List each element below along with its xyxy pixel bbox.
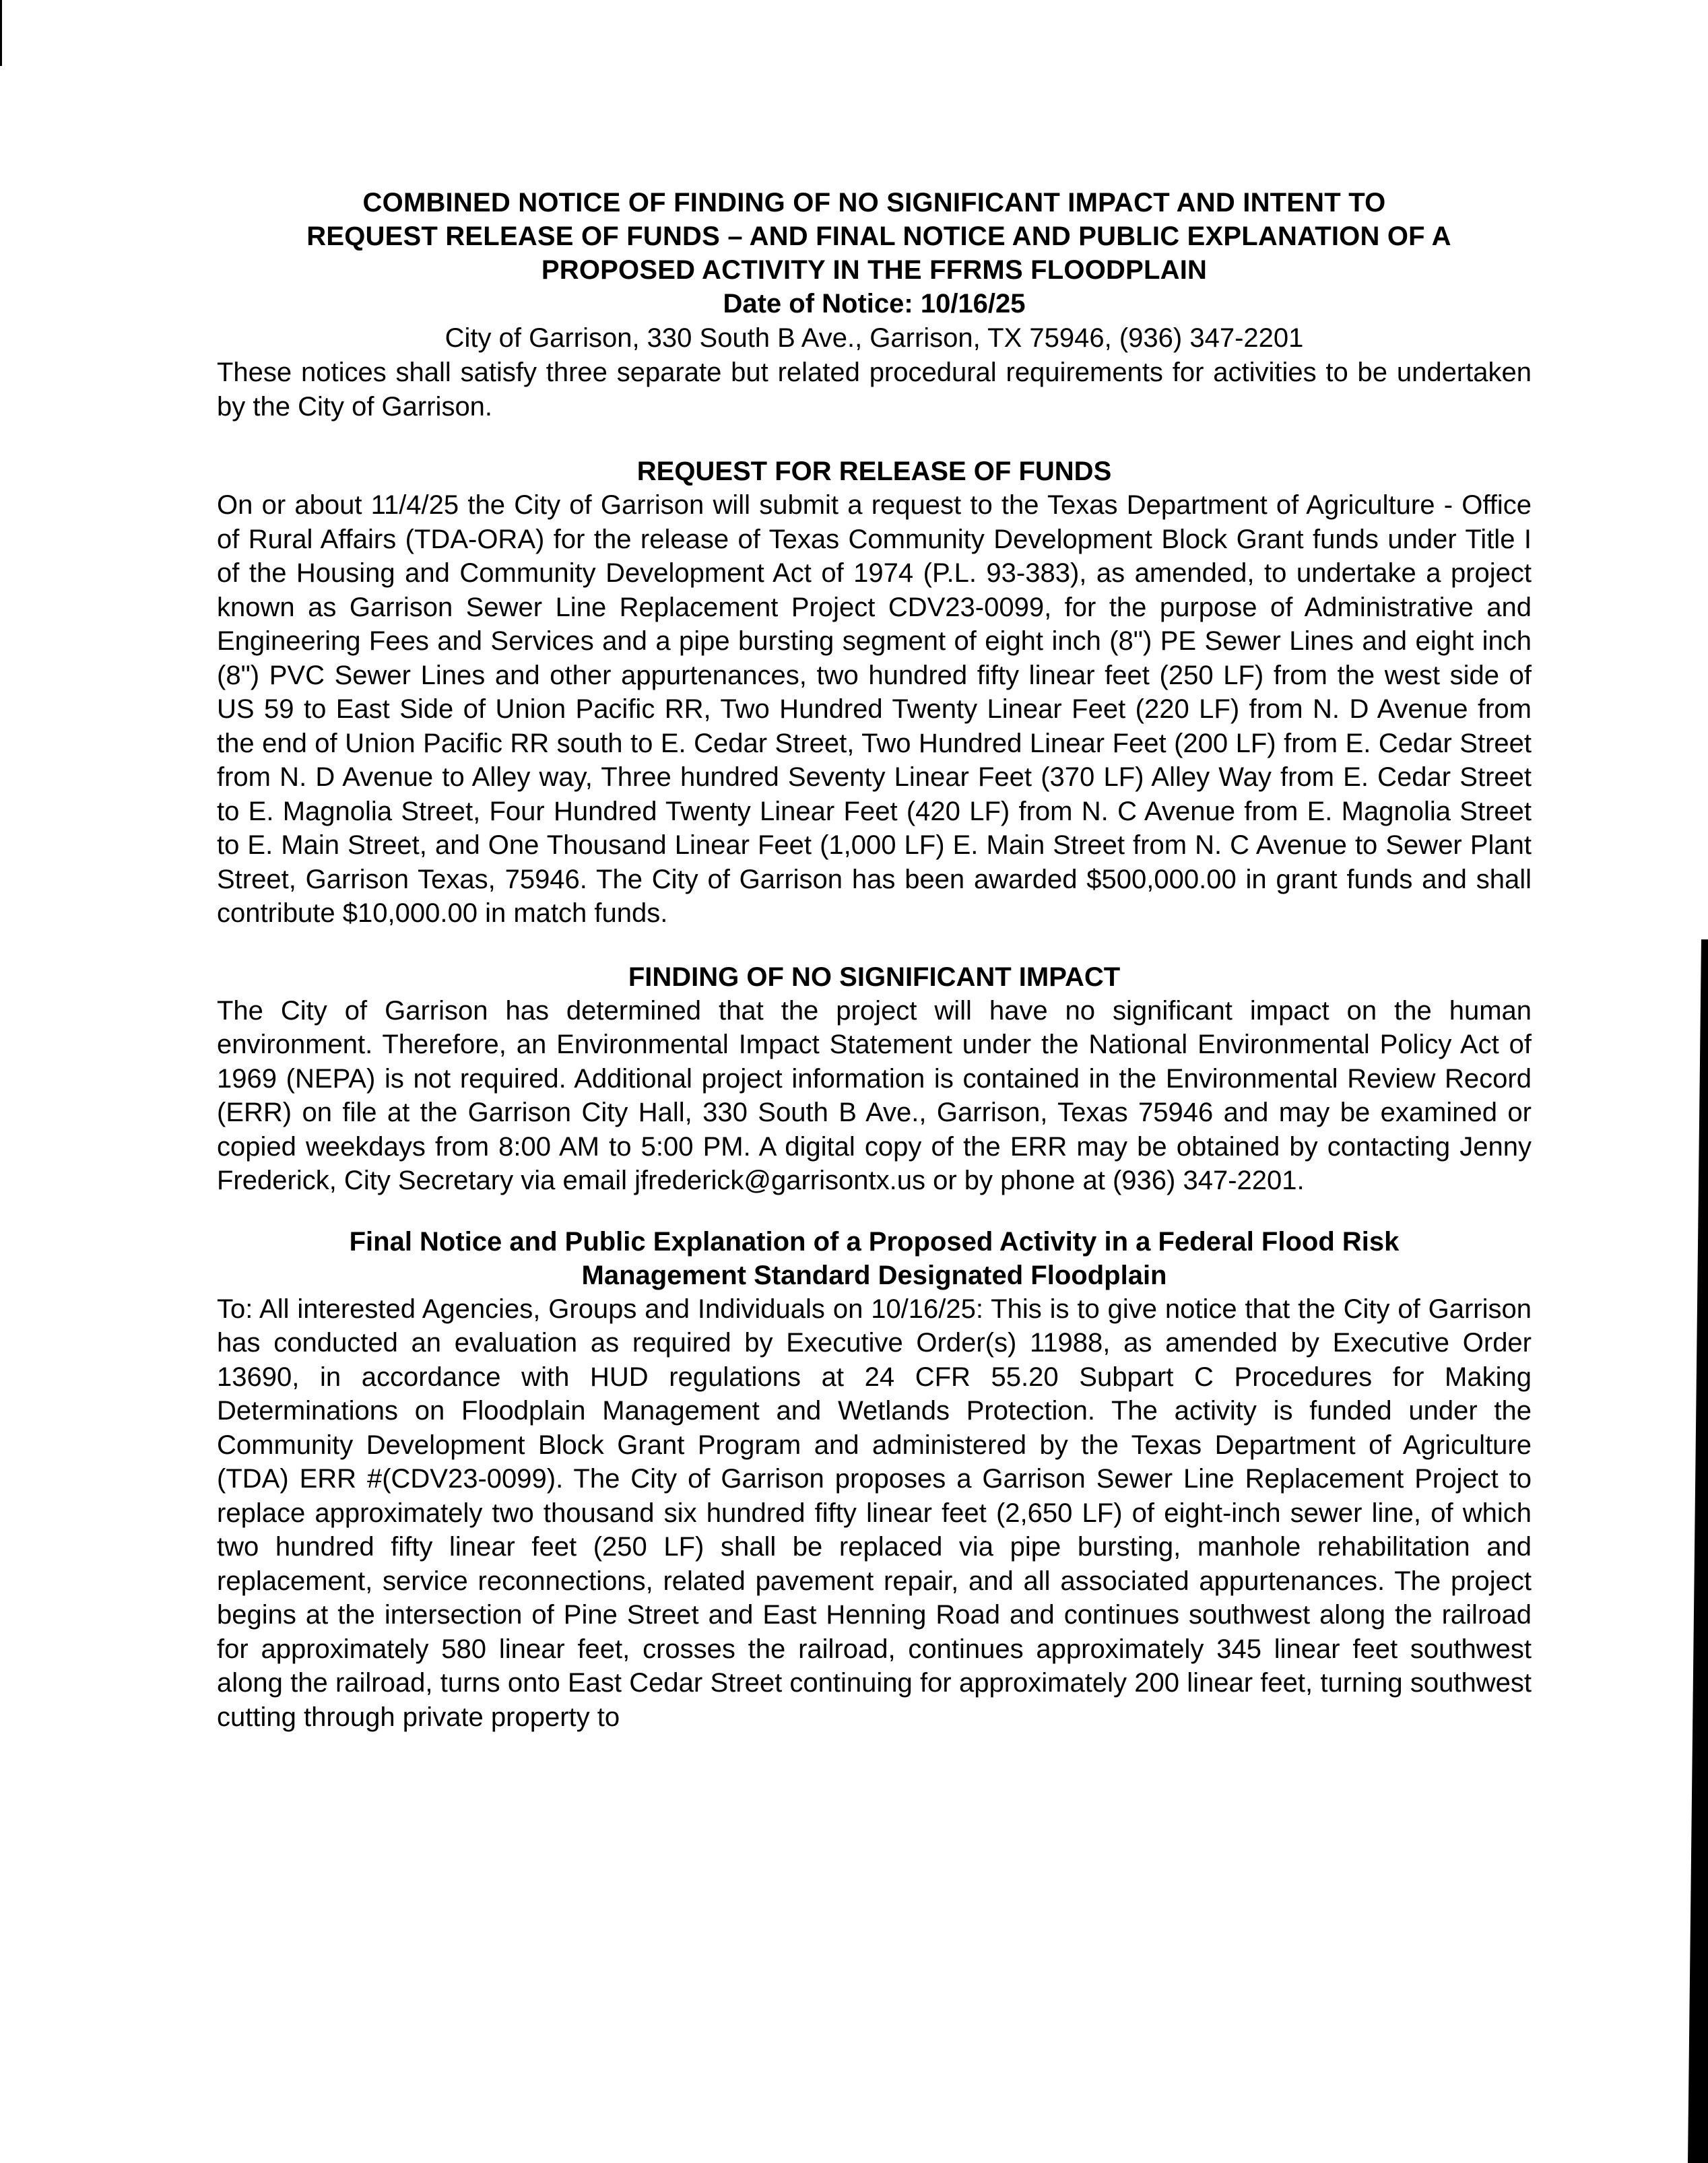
title-line: COMBINED NOTICE OF FINDING OF NO SIGNIFICANT IMPACT AND INTENT TO bbox=[362, 188, 1386, 218]
section-heading bbox=[217, 1225, 1532, 1292]
title-line: REQUEST RELEASE OF FUNDS – AND FINAL NOTICE AND PUBLIC EXPLANATION OF A bbox=[306, 222, 1451, 251]
section-request-release-of-funds bbox=[217, 455, 1532, 931]
scan-edge-left bbox=[0, 0, 2, 66]
intro-paragraph: These notices shall satisfy three separate but related procedural requirements for activities to be undertaken by the City of Garrison. bbox=[217, 358, 1532, 422]
section-body: To: All interested Agencies, Groups and Individuals on 10/16/25: This is to give notice that the City of Garrison has conducted an evaluation as required by Executive Order(s) 11988, as amended by Executive Order 13690, in accordance with HUD regulations at 24 CFR 55.20 Subpart C Procedures for Making Determinations on Floodplain Management and Wetlands Protection. The activity is funded under the Community Development Block Grant Program and administered by the Texas Department of Agriculture (TDA) ERR #(CDV23-0099). The City of Garrison proposes a Garrison Sewer Line Replacement Project to replace approximately two thousand six hundred fifty linear feet (2,650 LF) of eight-inch sewer line, of which two hundred fifty linear feet (250 LF) shall be replaced via pipe bursting, manhole rehabilitation and replacement, service reconnections, related pavement repair, and all associated appurtenances. The project begins at the intersection of Pine Street and East Henning Road and continues southwest along the railroad for approximately 580 linear feet, crosses the railroad, continues approximately 345 linear feet southwest along the railroad, turns onto East Cedar Street continuing for approximately 200 linear feet, turning southwest cutting through private property to bbox=[217, 1294, 1532, 1732]
scan-edge-right bbox=[1688, 939, 1708, 2163]
notice-content bbox=[217, 186, 1532, 1734]
section-final-notice-floodplain bbox=[217, 1225, 1532, 1735]
date-of-notice: Date of Notice: 10/16/25 bbox=[723, 289, 1026, 319]
heading-line: Final Notice and Public Explanation of a Proposed Activity in a Federal Flood Risk bbox=[349, 1226, 1400, 1257]
section-heading: REQUEST FOR RELEASE OF FUNDS bbox=[636, 457, 1112, 486]
heading-line: Management Standard Designated Floodplain bbox=[581, 1260, 1167, 1290]
notice-title bbox=[217, 186, 1532, 287]
city-address: City of Garrison, 330 South B Ave., Garrison, TX 75946, (936) 347-2201 bbox=[445, 323, 1304, 353]
title-line: PROPOSED ACTIVITY IN THE FFRMS FLOODPLAIN bbox=[541, 255, 1208, 285]
section-body: On or about 11/4/25 the City of Garrison will submit a request to the Texas Department of Agriculture - Office of Rural Affairs (TDA-ORA) for the release of Texas Community Development Block Grant funds under Title I of the Housing and Community Development Act of 1974 (P.L. 93-383), as amended, to undertake a project known as Garrison Sewer Line Replacement Project CDV23-0099, for the purpose of Administrative and Engineering Fees and Services and a pipe bursting segment of eight inch (8") PE Sewer Lines and eight inch (8") PVC Sewer Lines and other appurtenances, two hundred fifty linear feet (250 LF) from the west side of US 59 to East Side of Union Pacific RR, Two Hundred Twenty Linear Feet (220 LF) from N. D Avenue from the end of Union Pacific RR south to E. Cedar Street, Two Hundred Linear Feet (200 LF) from E. Cedar Street from N. D Avenue to Alley way, Three hundred Seventy Linear Feet (370 LF) Alley Way from E. Cedar Street to E. Magnolia Street, Four Hundred Twenty Linear Feet (420 LF) from N. C Avenue from E. Magnolia Street to E. Main Street, and One Thousand Linear Feet (1,000 LF) E. Main Street from N. C Avenue to Sewer Plant Street, Garrison Texas, 75946. The City of Garrison has been awarded $500,000.00 in grant funds and shall contribute $10,000.00 in match funds. bbox=[217, 490, 1532, 928]
section-heading: FINDING OF NO SIGNIFICANT IMPACT bbox=[628, 962, 1121, 992]
section-finding-of-no-significant-impact bbox=[217, 960, 1532, 1198]
section-body: The City of Garrison has determined that the project will have no significant impact on the human environment. Therefore, an Environmental Impact Statement under the National Environmental Policy Act of 1969 (NEPA) is not required. Additional project information is contained in the Environmental Review Record (ERR) on file at the Garrison City Hall, 330 South B Ave., Garrison, Texas 75946 and may be examined or copied weekdays from 8:00 AM to 5:00 PM. A digital copy of the ERR may be obtained by contacting Jenny Frederick, City Secretary via email jfrederick@garrisontx.us or by phone at (936) 347-2201. bbox=[217, 995, 1532, 1195]
